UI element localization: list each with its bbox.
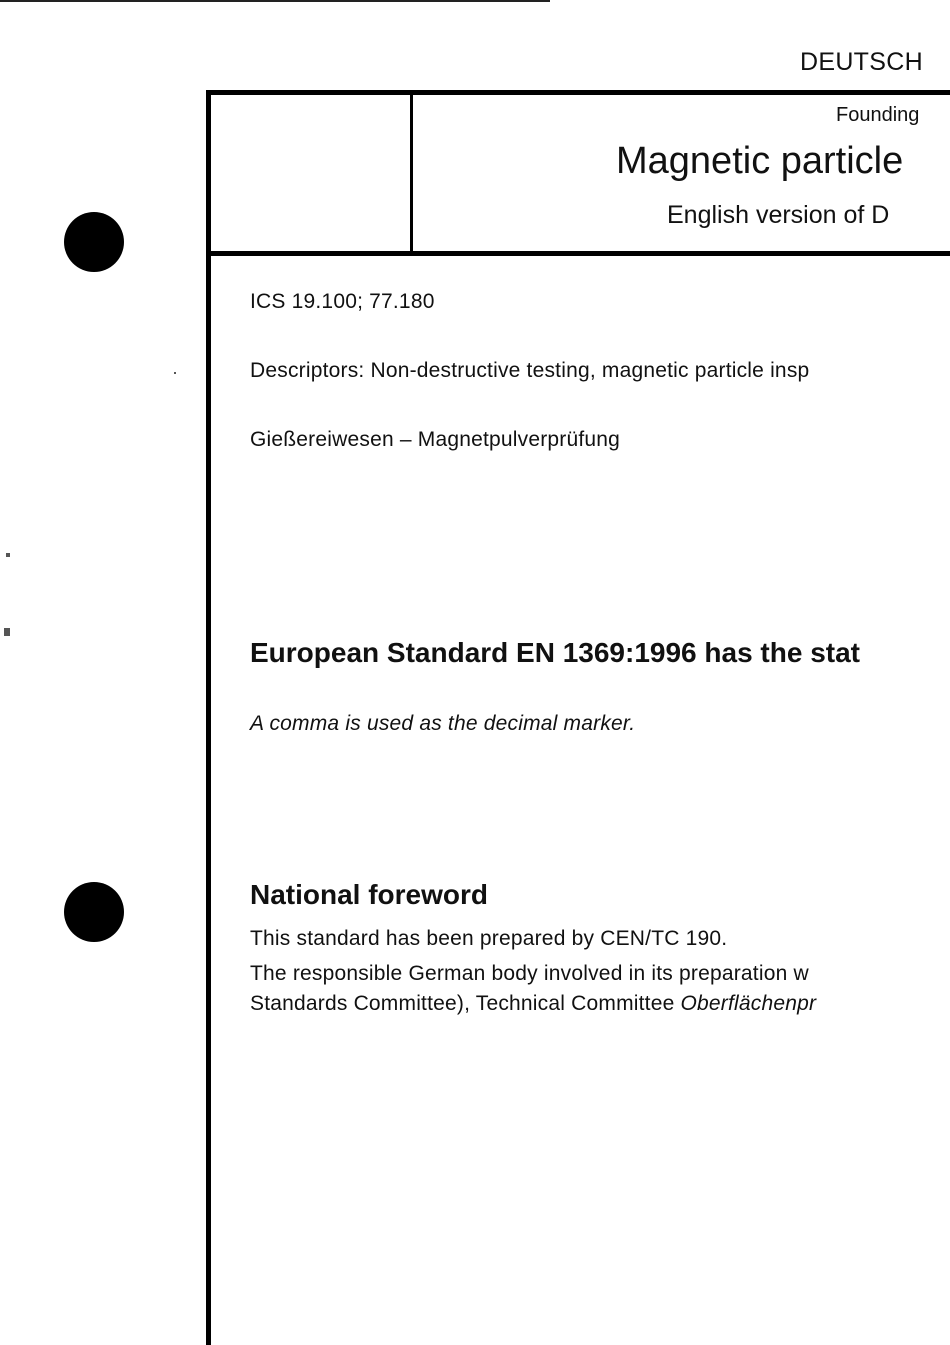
committee-name: Oberflächenpr — [680, 992, 817, 1015]
scan-top-edge-line — [0, 0, 550, 2]
foreword-paragraph-line: The responsible German body involved in its preparation w — [250, 962, 809, 985]
punch-hole-upper — [64, 212, 124, 272]
scan-speck — [6, 553, 10, 557]
scan-speck — [4, 628, 10, 636]
foreword-text: Standards Committee), Technical Committee — [250, 992, 681, 1015]
foreword-heading: National foreword — [250, 879, 489, 910]
foreword-paragraph-line — [250, 992, 816, 1016]
frame-left-rule — [206, 91, 211, 1345]
decimal-marker-note: A comma is used as the decimal marker. — [250, 712, 636, 735]
version-line: English version of D — [667, 201, 890, 229]
foreword-paragraph: This standard has been prepared by CEN/TC 190. — [250, 927, 728, 950]
frame-divider-rule — [410, 95, 413, 253]
german-title: Gießereiwesen – Magnetpulverprüfung — [250, 428, 621, 451]
frame-bottom-rule — [206, 251, 950, 256]
status-statement: European Standard EN 1369:1996 has the stat — [250, 637, 860, 668]
punch-hole-lower — [64, 882, 124, 942]
scan-speck — [174, 372, 176, 374]
ics-codes: ICS 19.100; 77.180 — [250, 290, 435, 313]
frame-top-rule — [206, 90, 950, 95]
descriptors: Descriptors: Non-destructive testing, magnetic particle insp — [250, 359, 810, 382]
subject-area: Founding — [836, 104, 920, 126]
institute-header: DEUTSCH — [800, 48, 923, 76]
document-title: Magnetic particle — [616, 140, 904, 182]
